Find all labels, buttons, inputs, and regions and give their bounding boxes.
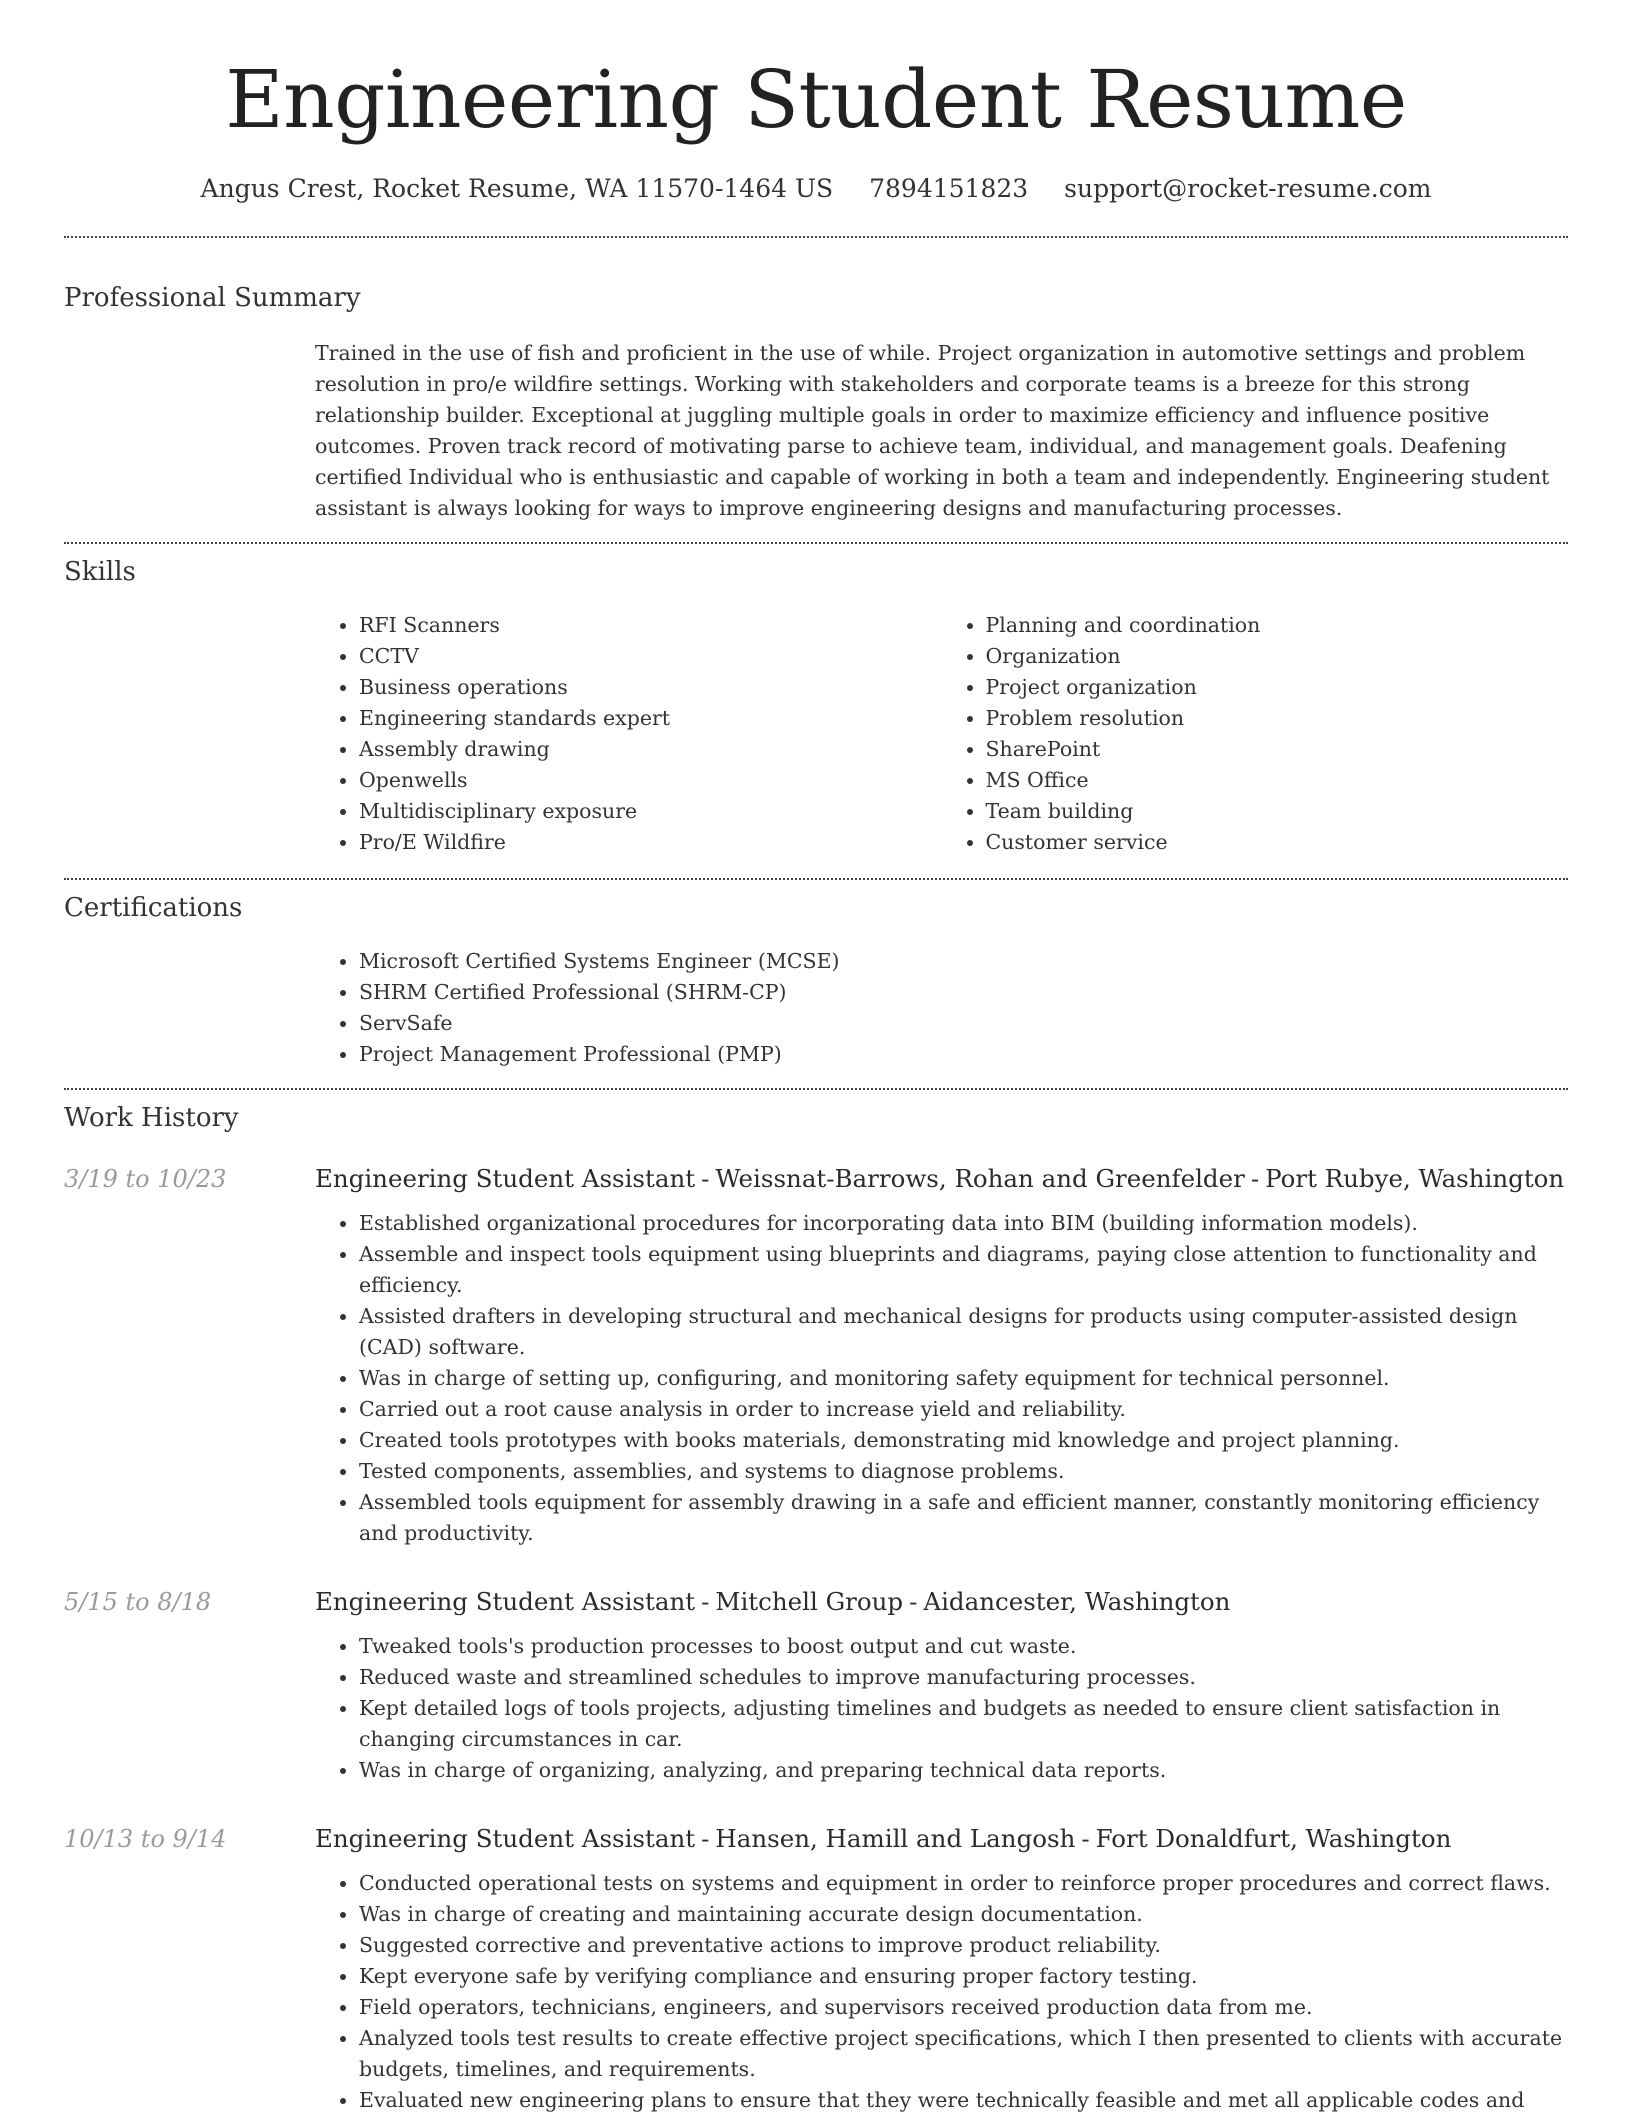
job-role: Engineering Student Assistant — [315, 1587, 696, 1616]
header-divider — [64, 236, 1568, 238]
certification-item: • SHRM Certified Professional (SHRM-CP) — [359, 977, 1568, 1008]
summary-divider — [64, 542, 1568, 544]
job-dates: 3/19 to 10/23 — [64, 1165, 227, 1193]
job-bullet-list — [315, 1868, 1568, 2116]
skills-heading: Skills — [64, 557, 136, 587]
summary-heading: Professional Summary — [64, 283, 361, 313]
job-bullet: • Was in charge of organizing, analyzing, and preparing technical data reports. — [359, 1755, 1568, 1786]
job-bullet: • Was in charge of setting up, configuring, and monitoring safety equipment for technical personnel. — [359, 1363, 1568, 1394]
certification-item: • ServSafe — [359, 1008, 1568, 1039]
skills-section — [64, 554, 1568, 858]
job-company: Weissnat-Barrows, Rohan and Greenfelder — [715, 1164, 1245, 1193]
skills-divider — [64, 878, 1568, 880]
skill-item: • Openwells — [359, 765, 942, 796]
job-bullet: • Kept everyone safe by verifying compliance and ensuring proper factory testing. — [359, 1961, 1568, 1992]
job-bullet: • Established organizational procedures for incorporating data into BIM (building information models). — [359, 1208, 1568, 1239]
certifications-heading: Certifications — [64, 893, 243, 923]
work-heading: Work History — [64, 1103, 239, 1133]
job-header — [64, 1585, 1568, 1619]
job-bullet-list — [315, 1631, 1568, 1786]
job-location: Fort Donaldfurt, Washington — [1095, 1824, 1452, 1853]
certifications-block — [315, 946, 1568, 1070]
title-separator: - — [701, 1824, 710, 1853]
skill-item: • Team building — [986, 796, 1569, 827]
skills-list-right — [942, 610, 1569, 858]
job-bullet: • Assembled tools equipment for assembly drawing in a safe and efficient manner, constantly monitoring efficiency and productivity. — [359, 1487, 1568, 1549]
contact-address: Angus Crest, Rocket Resume, WA 11570-1464 US — [200, 174, 834, 203]
certification-item: • Microsoft Certified Systems Engineer (MCSE) — [359, 946, 1568, 977]
job-bullet: • Suggested corrective and preventative actions to improve product reliability. — [359, 1930, 1568, 1961]
job-entry — [64, 1162, 1568, 1549]
job-bullet: • Field operators, technicians, engineers, and supervisors received production data from me. — [359, 1992, 1568, 2023]
skill-item: • CCTV — [359, 641, 942, 672]
skill-item: • Problem resolution — [986, 703, 1569, 734]
job-header — [64, 1162, 1568, 1196]
contact-line — [64, 172, 1568, 206]
job-company: Hansen, Hamill and Langosh — [715, 1824, 1076, 1853]
job-header — [64, 1822, 1568, 1856]
job-location: Port Rubye, Washington — [1265, 1164, 1565, 1193]
work-jobs — [64, 1162, 1568, 2116]
certifications-list — [315, 946, 1568, 1070]
job-role: Engineering Student Assistant — [315, 1164, 696, 1193]
resume-title: Engineering Student Resume — [225, 53, 1407, 146]
summary-text: Trained in the use of fish and proficient in the use of while. Project organization in automotive settings and problem resolution in pro/e wildfire settings. Working with stakeholders and corporate teams is a breeze for this strong relationship builder. Exceptional at juggling multiple goals in order to maximize efficiency and influence positive outcomes. Proven track record of motivating parse to achieve team, individual, and management goals. Deafening certified Individual who is enthusiastic and capable of working in both a team and independently. Engineering student assistant is always looking for ways to improve engineering designs and manufacturing processes. — [315, 341, 1550, 520]
skill-item: • Pro/E Wildfire — [359, 827, 942, 858]
title-separator: - — [701, 1164, 710, 1193]
contact-phone: 7894151823 — [869, 174, 1029, 203]
job-location: Aidancester, Washington — [923, 1587, 1231, 1616]
skill-item: • Assembly drawing — [359, 734, 942, 765]
skill-item: • Multidisciplinary exposure — [359, 796, 942, 827]
contact-email: support@rocket-resume.com — [1064, 174, 1432, 203]
title-separator: - — [1081, 1824, 1090, 1853]
skill-item: • Organization — [986, 641, 1569, 672]
certification-item: • Project Management Professional (PMP) — [359, 1039, 1568, 1070]
skill-item: • MS Office — [986, 765, 1569, 796]
job-title — [315, 1585, 1230, 1619]
job-bullet: • Tested components, assemblies, and systems to diagnose problems. — [359, 1456, 1568, 1487]
skill-item: • SharePoint — [986, 734, 1569, 765]
work-section — [64, 1100, 1568, 2116]
job-entry — [64, 1822, 1568, 2116]
job-bullet: • Was in charge of creating and maintaining accurate design documentation. — [359, 1899, 1568, 1930]
title-separator: - — [1250, 1164, 1260, 1193]
skill-item: • Customer service — [986, 827, 1569, 858]
job-bullet: • Reduced waste and streamlined schedules to improve manufacturing processes. — [359, 1662, 1568, 1693]
job-company: Mitchell Group — [715, 1587, 904, 1616]
skill-item: • Engineering standards expert — [359, 703, 942, 734]
job-bullet: • Assisted drafters in developing structural and mechanical designs for products using computer-assisted design (CAD) software. — [359, 1301, 1568, 1363]
job-role: Engineering Student Assistant — [315, 1824, 696, 1853]
job-entry — [64, 1585, 1568, 1786]
summary-section — [64, 280, 1568, 524]
certifications-section — [64, 890, 1568, 1070]
job-bullet: • Created tools prototypes with books materials, demonstrating mid knowledge and project planning. — [359, 1425, 1568, 1456]
job-bullet: • Assemble and inspect tools equipment using blueprints and diagrams, paying close attention to functionality and efficiency. — [359, 1239, 1568, 1301]
skill-item: • Project organization — [986, 672, 1569, 703]
job-dates: 10/13 to 9/14 — [64, 1825, 227, 1853]
job-bullets — [315, 1631, 1568, 1786]
job-title — [315, 1162, 1564, 1196]
job-bullet: • Kept detailed logs of tools projects, adjusting timelines and budgets as needed to ensure client satisfaction in changing circumstances in car. — [359, 1693, 1568, 1755]
certifications-divider — [64, 1088, 1568, 1090]
skill-item: • Planning and coordination — [986, 610, 1569, 641]
skills-grid — [315, 610, 1568, 858]
job-bullets — [315, 1868, 1568, 2116]
job-bullet: • Carried out a root cause analysis in order to increase yield and reliability. — [359, 1394, 1568, 1425]
job-bullet-list — [315, 1208, 1568, 1549]
job-bullet: • Analyzed tools test results to create effective project specifications, which I then presented to clients with accurate budgets, timelines, and requirements. — [359, 2023, 1568, 2085]
job-bullet: • Tweaked tools's production processes to boost output and cut waste. — [359, 1631, 1568, 1662]
job-dates: 5/15 to 8/18 — [64, 1588, 212, 1616]
title-separator: - — [701, 1587, 710, 1616]
skill-item: • RFI Scanners — [359, 610, 942, 641]
job-bullet: • Evaluated new engineering plans to ensure that they were technically feasible and met all applicable codes and — [359, 2085, 1568, 2116]
job-bullets — [315, 1208, 1568, 1549]
job-bullet: • Conducted operational tests on systems and equipment in order to reinforce proper procedures and correct flaws. — [359, 1868, 1568, 1899]
title-separator: - — [909, 1587, 918, 1616]
job-title — [315, 1822, 1451, 1856]
skill-item: • Business operations — [359, 672, 942, 703]
skills-list-left — [315, 610, 942, 858]
